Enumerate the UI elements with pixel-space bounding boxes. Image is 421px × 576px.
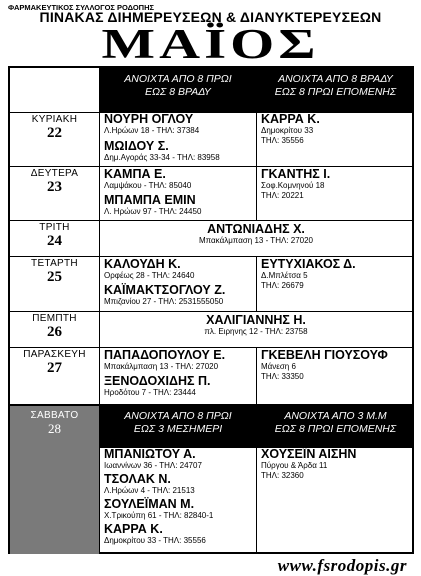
- saturday-day-header: ΑΝΟΙΧΤΑ ΑΠΟ 8 ΠΡΩΙ ΕΩΣ 3 ΜΕΣΗΜΕΡΙ: [100, 406, 256, 448]
- saturday-night-header: ΑΝΟΙΧΤΑ ΑΠΟ 3 Μ.Μ ΕΩΣ 8 ΠΡΩΙ ΕΠΟΜΕΝΗΣ: [257, 406, 414, 448]
- month-title: ΜΑΪΟΣ: [101, 22, 320, 68]
- pharmacy-entry: ΜΠΑΜΠΑ ΕΜΙΝ Λ. Ηρώων 97 - ΤΗΛ: 24450: [104, 193, 202, 216]
- day-label: ΤΕΤΑΡΤΗ 25: [31, 258, 78, 285]
- pharmacy-entry: ΕΥΤΥΧΙΑΚΟΣ Δ. Δ.Μπλέτσα 5 ΤΗΛ: 26679: [261, 257, 356, 290]
- pharmacy-entry: ΜΠΑΝΙΩΤΟΥ Α. Ιωαννίνων 36 - ΤΗΛ: 24707: [104, 447, 202, 470]
- pharmacy-entry: ΞΕΝΟΔΟΧΙΔΗΣ Π. Ηροδότου 7 - ΤΗΛ: 23444: [104, 374, 211, 397]
- pharmacy-entry: ΧΟΥΣΕΪΝ ΑΙΣΗΝ Πύργου & Άρδα 11 ΤΗΛ: 32360: [261, 447, 357, 480]
- pharmacy-entry: ΓΚΕΒΕΛΗ ΓΙΟΥΣΟΥΦ Μάνεση 6 ΤΗΛ: 33350: [261, 348, 388, 381]
- day-label: ΠΕΜΠΤΗ 26: [32, 313, 77, 340]
- pharmacy-entry: ΚΑΡΡΑ Κ. Δημοκρίτου 33 - ΤΗΛ: 35556: [104, 522, 206, 545]
- pharmacy-entry: ΚΑΜΠΑ Ε. Λαμψάκου - ΤΗΛ: 85040: [104, 167, 192, 190]
- day-shift-header: ΑΝΟΙΧΤΑ ΑΠΟ 8 ΠΡΩΙ ΕΩΣ 8 ΒΡΑΔΥ: [100, 68, 256, 112]
- saturday-label: ΣΑΒΒΑΤΟ 28: [10, 406, 99, 554]
- pharmacy-entry: ΚΑΪΜΑΚΤΣΟΓΛΟΥ Ζ. Μπιζανίου 27 - ΤΗΛ: 2531555050: [104, 283, 226, 306]
- day-label: ΠΑΡΑΣΚΕΥΗ 27: [23, 349, 86, 376]
- pharmacy-entry: ΚΑΛΟΥΔΗ Κ. Ορφέως 28 - ΤΗΛ: 24640: [104, 257, 195, 280]
- night-shift-header: ΑΝΟΙΧΤΑ ΑΠΟ 8 ΒΡΑΔΥ ΕΩΣ 8 ΠΡΩΙ ΕΠΟΜΕΝΗΣ: [257, 68, 414, 112]
- pharmacy-entry: ΓΚΑΝΤΗΣ Ι. Σοφ.Κομνηνού 18 ΤΗΛ: 20221: [261, 167, 331, 200]
- org-name: ΦΑΡΜΑΚΕΥΤΙΚΟΣ ΣΥΛΛΟΓΟΣ ΡΟΔΟΠΗΣ: [8, 3, 154, 12]
- pharmacy-entry: ΤΣΟΛΑΚ Ν. Λ.Ηρώων 4 - ΤΗΛ: 21513: [104, 472, 195, 495]
- pharmacy-entry: ΝΟΥΡΗ ΟΓΛΟΥ Λ.Ηρώων 18 - ΤΗΛ: 37384: [104, 112, 200, 135]
- pharmacy-entry: ΠΑΠΑΔΟΠΟΥΛΟΥ Ε. Μπακάλμπαση 13 - ΤΗΛ: 27020: [104, 348, 226, 371]
- pharmacy-entry-24h: ΑΝΤΩΝΙΑΔΗΣ Χ. Μπακάλμπαση 13 - ΤΗΛ: 27020: [198, 222, 314, 245]
- day-label: ΔΕΥΤΕΡΑ 23: [30, 168, 79, 195]
- pharmacy-entry-24h: ΧΑΛΙΓΙΑΝΝΗΣ Η. πλ. Ειρηνης 12 - ΤΗΛ: 23758: [204, 313, 308, 336]
- page-title: ΠΙΝΑΚΑΣ ΔΙΗΜΕΡΕΥΣΕΩΝ & ΔΙΑΝΥΚΤΕΡΕΥΣΕΩΝ: [39, 9, 382, 25]
- pharmacy-entry: ΣΟΥΛΕΪΜΑΝ Μ. Χ.Τρικούπη 61 - ΤΗΛ: 82840-1: [104, 497, 214, 520]
- pharmacy-entry: ΜΩΙΔΟΥ Σ. Δημ.Αγοράς 33-34 - ΤΗΛ: 83958: [104, 139, 220, 162]
- pharmacy-entry: ΚΑΡΡΑ Κ. Δημοκρίτου 33 ΤΗΛ: 35556: [261, 112, 320, 145]
- schedule-table: [8, 66, 414, 554]
- website-link[interactable]: www.fsrodopis.gr: [277, 556, 407, 575]
- day-label: ΚΥΡΙΑΚΗ 22: [31, 114, 78, 141]
- day-label: ΤΡΙΤΗ 24: [39, 222, 70, 249]
